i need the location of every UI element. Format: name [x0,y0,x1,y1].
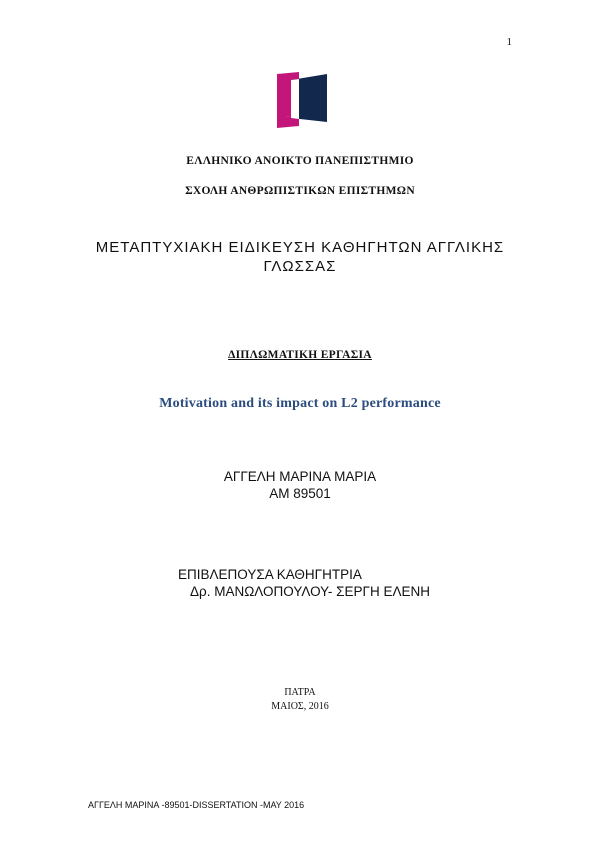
thesis-title: Motivation and its impact on L2 performance [159,396,441,411]
supervisor-label: ΕΠΙΒΛΕΠΟΥΣΑ ΚΑΘΗΓΗΤΡΙΑ [178,567,362,582]
logo-white-spine [291,79,299,119]
school-name: ΣΧΟΛΗ ΑΝΘΡΩΠΙΣΤΙΚΩΝ ΕΠΙΣΤΗΜΩΝ [185,185,415,197]
place-date-block [0,686,600,714]
author-block [0,468,600,502]
page-footer: ΑΓΓΕΛΗ ΜΑΡΙΝΑ -89501-DISSERTATION -MAY 2016 [88,800,305,810]
university-book-logo-icon [277,72,327,128]
programme-line-2: ΓΛΩΣΣΑΣ [263,258,337,275]
supervisor-name: Δρ. ΜΑΝΩΛΟΠΟΥΛΟΥ- ΣΕΡΓΗ ΕΛΕΝΗ [190,584,430,599]
programme-title [0,238,600,276]
programme-line-1: ΜΕΤΑΠΤΥΧΙΑΚΗ ΕΙΔΙΚΕΥΣΗ ΚΑΘΗΓΗΤΩΝ ΑΓΓΛΙΚΗΣ [95,239,505,256]
date: ΜΑΙΟΣ, 2016 [271,701,329,712]
university-name: ΕΛΛΗΝΙΚΟ ΑΝΟΙΚΤΟ ΠΑΝΕΠΙΣΤΗΜΙΟ [186,155,414,167]
supervisor-block [178,566,430,600]
place: ΠΑΤΡΑ [284,687,316,698]
document-type: ΔΙΠΛΩΜΑΤΙΚΗ ΕΡΓΑΣΙΑ [228,349,372,361]
page-number: 1 [506,36,512,48]
author-name: ΑΓΓΕΛΗ ΜΑΡΙΝΑ ΜΑΡΙΑ [223,469,377,484]
author-id: AM 89501 [269,486,331,501]
